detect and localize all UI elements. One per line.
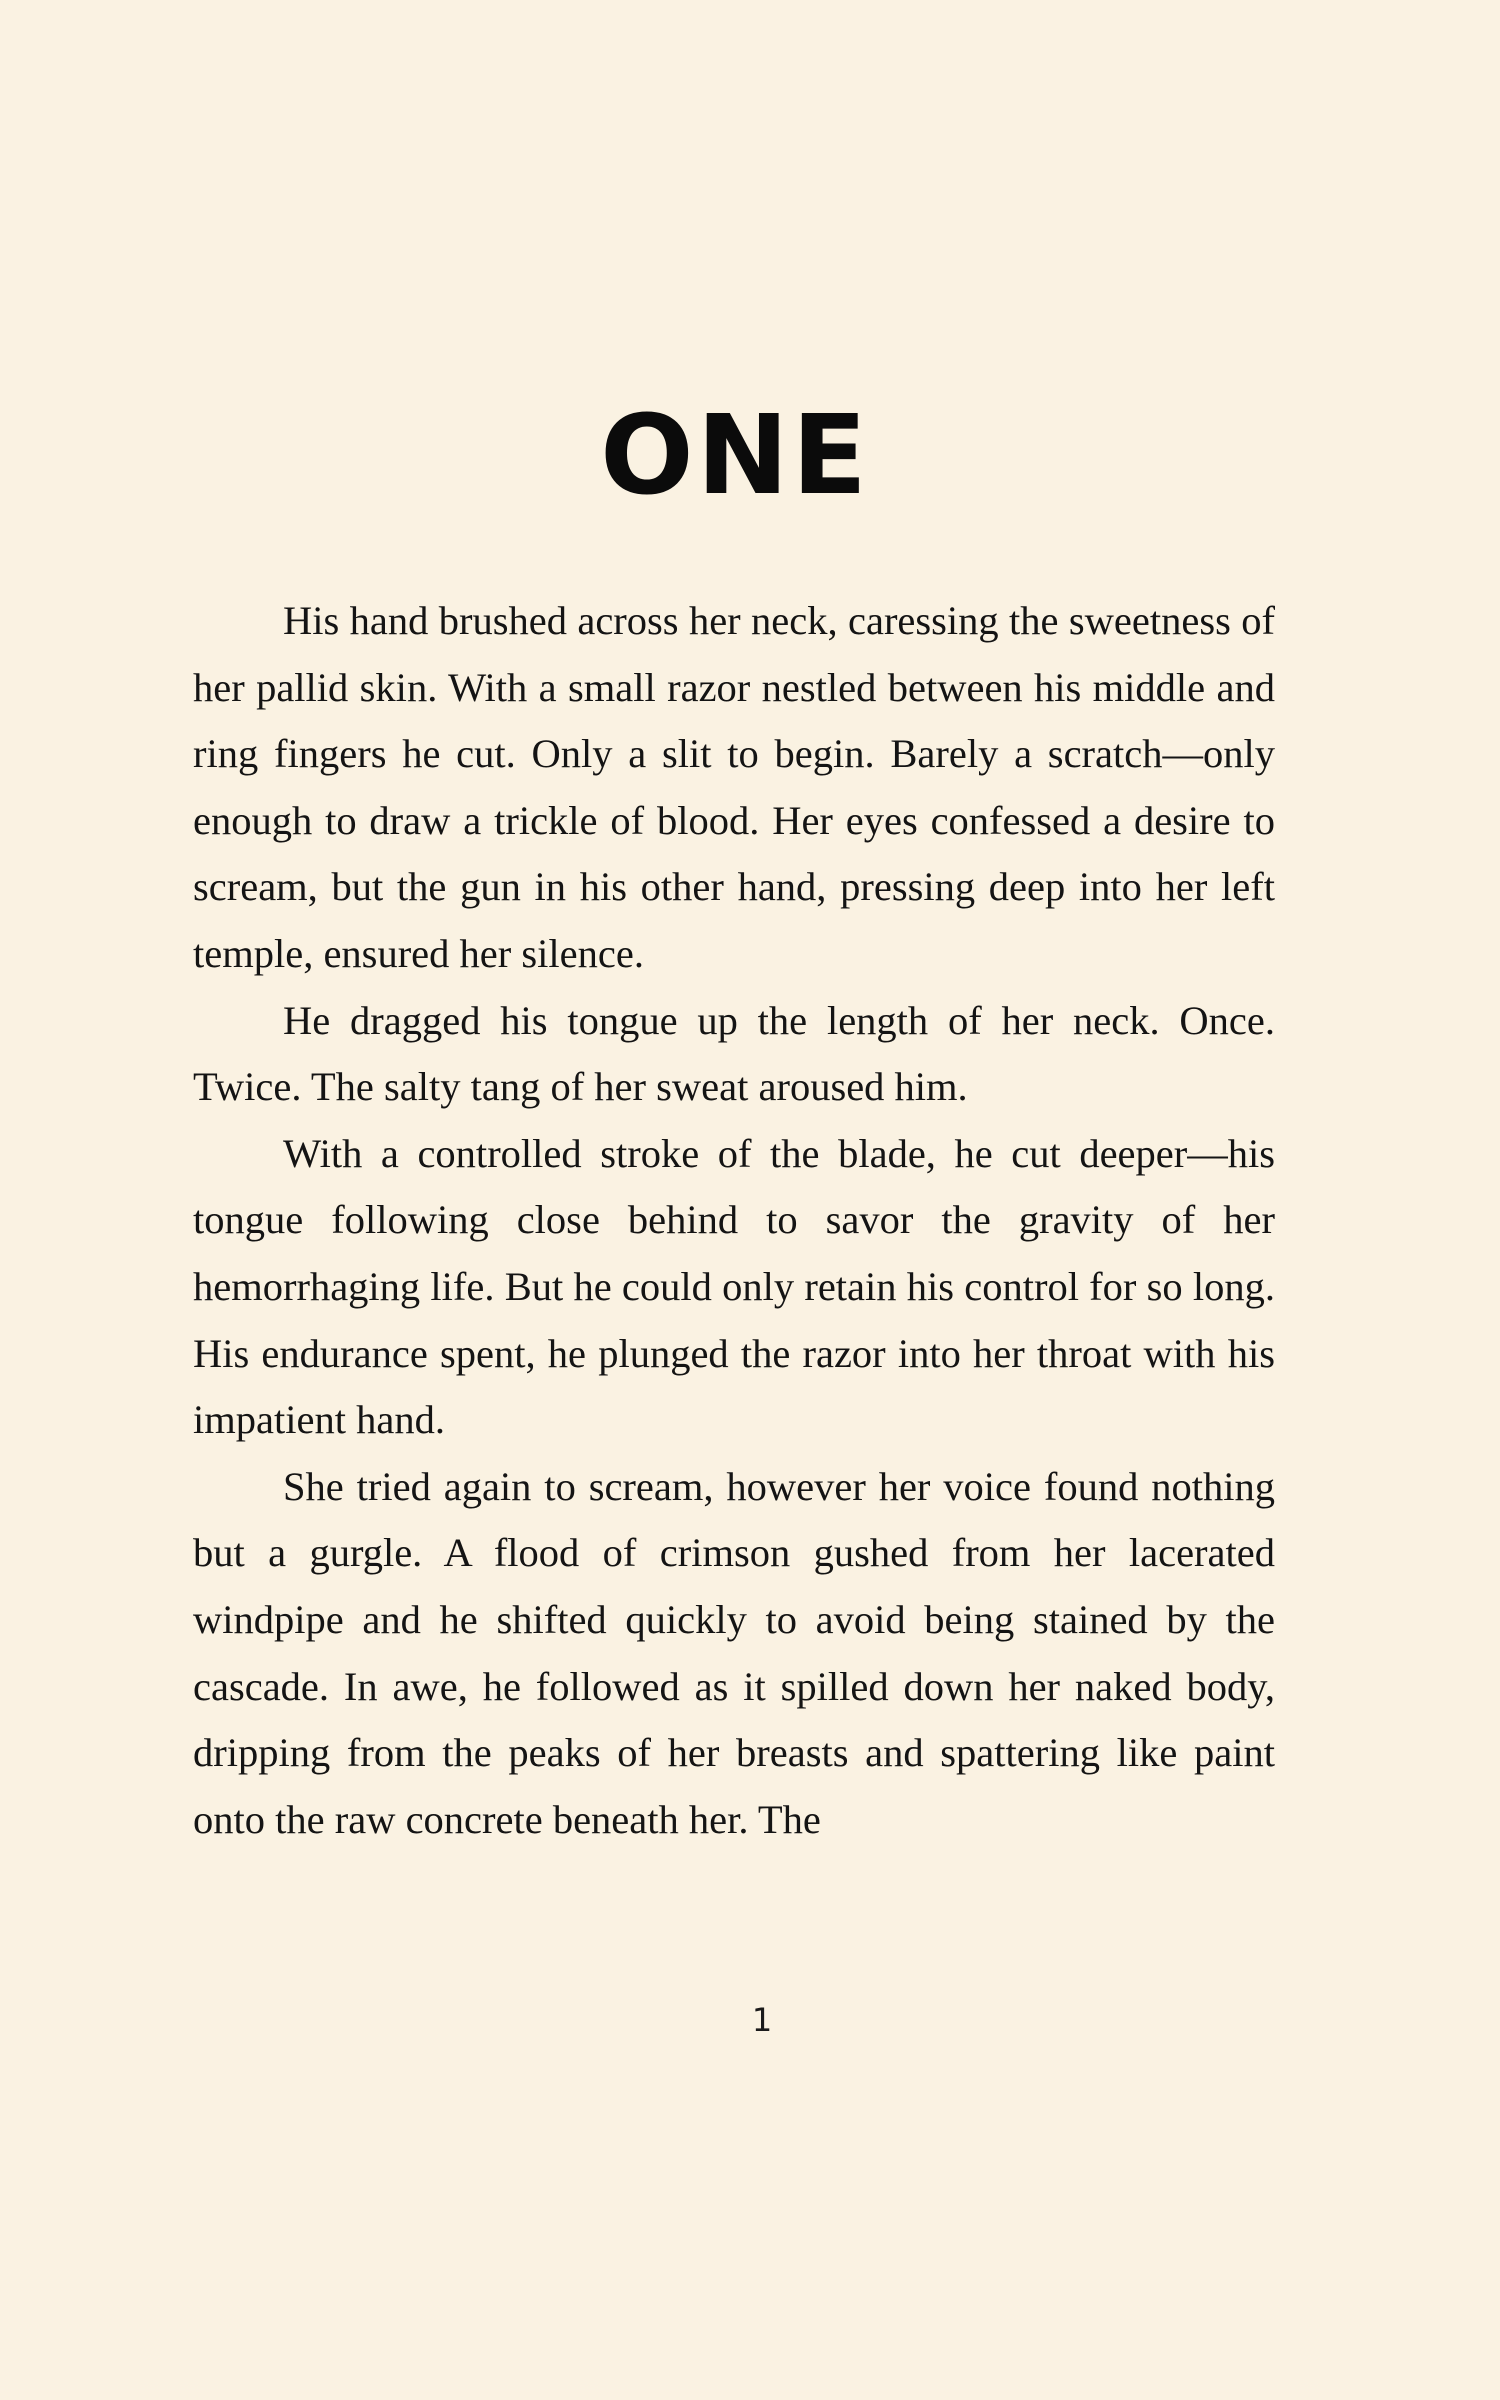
page-number: 1 bbox=[751, 2001, 773, 2039]
paragraph: She tried again to scream, however her voice found nothing but a gurgle. A flood of crimson gushed from her lacerated windpipe and he shifted quickly to avoid being stained by the cascade. In awe, he followed as it spilled down her naked body, dripping from the peaks of her breasts and spattering like paint onto the raw concrete beneath her. The bbox=[193, 1463, 1275, 1842]
paragraph: His hand brushed across her neck, caressing the sweetness of her pallid skin. With a small razor nestled between his middle and ring fingers he cut. Only a slit to begin. Barely a scratch—only enough to draw a trickle of blood. Her eyes confessed a desire to scream, but the gun in his other hand, pressing deep into her left temple, ensured her silence. bbox=[193, 598, 1275, 976]
paragraph: With a controlled stroke of the blade, he cut deeper—his tongue following close behind to savor the gravity of her hemorrhaging life. But he could only retain his control for so long. His endurance spent, he plunged the razor into her throat with his impatient hand. bbox=[193, 1130, 1275, 1443]
chapter-title: ONE bbox=[600, 391, 870, 519]
paragraph: He dragged his tongue up the length of her neck. Once. Twice. The salty tang of her sweat aroused him. bbox=[193, 997, 1275, 1110]
chapter-body bbox=[193, 588, 1275, 1853]
